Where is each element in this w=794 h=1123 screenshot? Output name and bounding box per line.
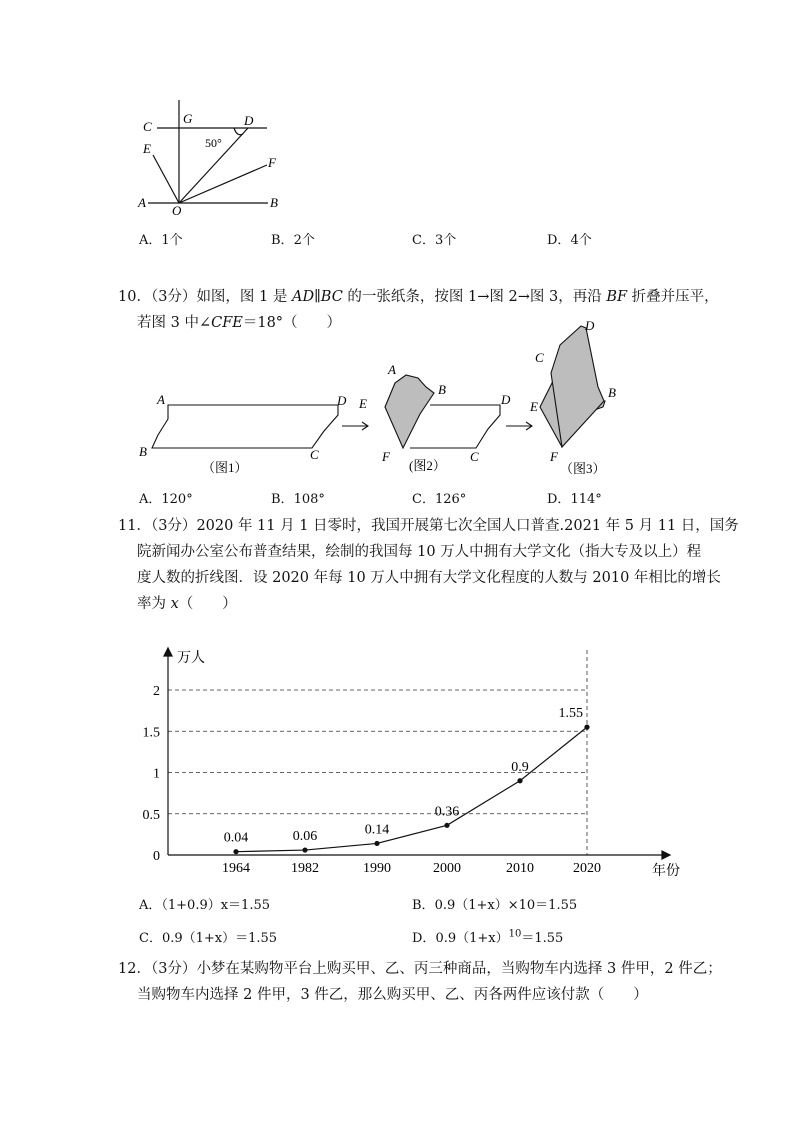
label-a: A [138, 195, 146, 210]
data-label: 0.9 [511, 759, 529, 775]
fig1-label-b: B [139, 444, 147, 459]
fig3-caption: （图3） [560, 461, 606, 476]
fig3-label-b: B [608, 385, 616, 400]
fig2-label-b: B [438, 382, 446, 397]
x-tick-label: 1990 [363, 861, 391, 876]
label-o: O [172, 203, 182, 218]
q9-option-c: C．3个 [412, 233, 457, 248]
fig2-folded [385, 375, 434, 448]
fig1-label-a: A [157, 392, 165, 407]
q10-option-a: A．120° [139, 492, 193, 507]
y-tick-label: 2 [153, 684, 160, 699]
data-point [374, 841, 379, 846]
y-tick-label: 1.5 [142, 725, 160, 741]
q10-line2: 若图 3 中∠CFE＝18°（ ） [137, 315, 342, 331]
y-tick-label: 1 [153, 766, 160, 782]
x-tick-label: 1964 [222, 861, 250, 876]
x-tick-label: 2000 [433, 861, 461, 876]
q9-option-b: B．2个 [271, 233, 315, 248]
q10-option-d: D．114° [547, 492, 602, 507]
q11-line1: 11．（3分）2020 年 11 月 1 日零时，我国开展第七次全国人口普查.2021 年 5 月 11 日，国务 [118, 518, 739, 534]
q10-line1: 10．（3分）如图，图 1 是 AD∥BC 的一张纸条，按图 1→图 2→图 3，再沿 BF 折叠并压平， [118, 289, 719, 305]
fig3-folded [551, 326, 604, 447]
fig1-label-d: D [337, 393, 347, 408]
data-label: 0.36 [434, 804, 460, 820]
x-axis-title: 年份 [652, 864, 680, 879]
label-b: B [270, 195, 278, 210]
q11-option-d: D．$0.9(1+x)^{10}=1.55$ [412, 928, 564, 946]
label-e: E [143, 141, 151, 156]
q11-line3: 度人数的折线图．设 2020 年每 10 万人中拥有大学文化程度的人数与 2010 年相比的增长 [137, 570, 721, 586]
fig1-strip [152, 405, 338, 448]
x-tick-label: 1982 [291, 861, 319, 876]
data-label: 0.04 [223, 830, 249, 846]
q12-line2: 当购物车内选择 2 件甲，3 件乙，那么购买甲、乙、丙各两件应该付款（ ） [137, 987, 648, 1003]
ray-oe [153, 155, 179, 203]
fig3-label-f: F [550, 449, 558, 464]
q12-line1: 12．（3分）小梦在某购物平台上购买甲、乙、丙三种商品，当购物车内选择 3 件甲，2 件乙； [118, 961, 722, 977]
fig2-strip [410, 405, 500, 448]
x-tick-label: 2010 [506, 861, 534, 876]
fig2-caption: (图2） [409, 458, 446, 473]
data-label: 0.06 [292, 829, 318, 845]
q9-angle-figure [130, 95, 290, 225]
fig3-label-d: D [585, 318, 595, 333]
q10-option-b: B．108° [271, 492, 325, 507]
fig2-label-d: D [501, 392, 511, 407]
fig2-label-c: C [470, 449, 479, 464]
fig3-label-e: E [530, 399, 538, 414]
ray-of [179, 165, 267, 203]
fig2-label-e: E [359, 396, 367, 411]
q10-folding-figures [130, 315, 640, 487]
fig2-label-a: A [388, 362, 396, 377]
y-tick-label: 0 [153, 849, 160, 864]
q11-line4: 率为 x（ ） [137, 596, 237, 612]
q11-option-a: A．（1+0.9）x＝1.55 [139, 898, 271, 913]
q11-option-c: C．0.9（1+x）＝1.55 [139, 931, 278, 946]
q11-line2: 院新闻办公室公布普查结果，绘制的我国每 10 万人中拥有大学文化（指大专及以上）程 [137, 544, 702, 560]
y-axis-title: 万人 [177, 651, 205, 666]
fig1-caption: （图1） [202, 460, 248, 475]
fig1-label-c: C [310, 447, 319, 462]
y-axis-arrow [164, 648, 172, 656]
q9-option-d: D．4个 [547, 233, 592, 248]
data-point [302, 847, 307, 852]
q10-option-c: C．126° [412, 492, 467, 507]
fig3-label-c: C [535, 350, 544, 365]
line-chart [130, 640, 690, 885]
q11-option-b: B．0.9（1+x）×10＝1.55 [412, 898, 578, 913]
q11-stem [118, 513, 768, 617]
fig2-label-f: F [382, 449, 390, 464]
angle-label: 50° [205, 136, 222, 150]
data-label: 0.14 [364, 822, 390, 838]
data-point [584, 725, 589, 730]
label-g: G [183, 111, 193, 126]
data-point [233, 849, 238, 854]
data-point [444, 823, 449, 828]
series-line [236, 727, 587, 852]
label-f: F [268, 155, 276, 170]
data-point [517, 778, 522, 783]
q9-option-a: A．1个 [139, 233, 183, 248]
label-d: D [244, 113, 254, 128]
y-tick-label: 0.5 [142, 807, 160, 823]
data-label: 1.55 [558, 706, 583, 722]
label-c: C [143, 119, 152, 134]
q12-stem [118, 956, 768, 1008]
angle-arc [234, 128, 243, 135]
x-tick-label: 2020 [573, 861, 601, 876]
x-axis-arrow [662, 851, 670, 859]
